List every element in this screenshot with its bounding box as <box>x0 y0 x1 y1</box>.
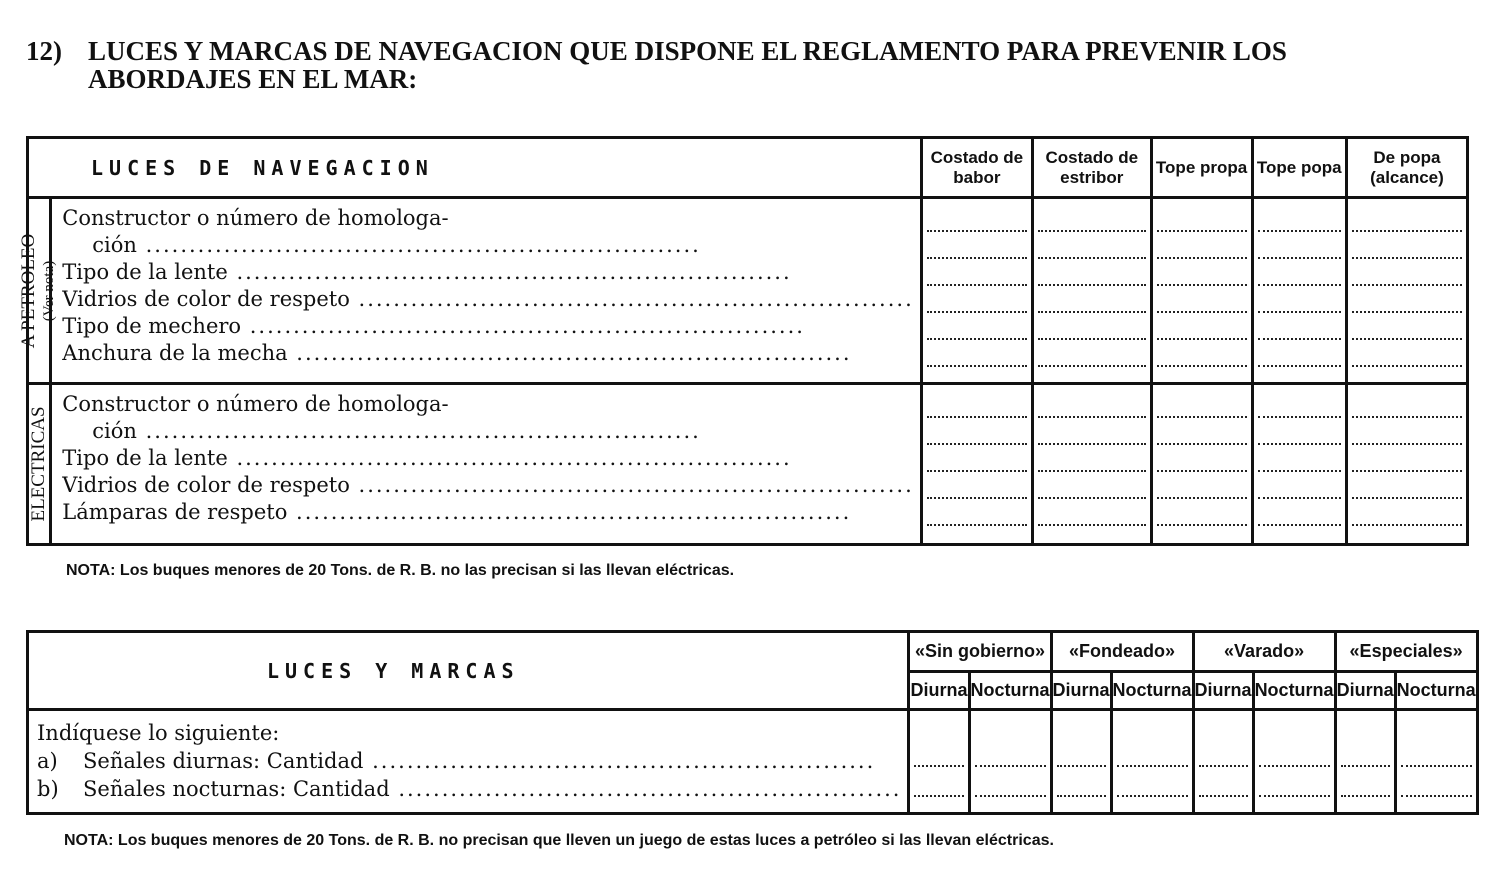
list-item: Vidrios de color de respeto ..... <box>62 472 913 499</box>
entry-field[interactable] <box>1051 710 1111 814</box>
section-number: 12) <box>26 36 62 66</box>
title-line-1: LUCES Y MARCAS DE NAVEGACION QUE DISPONE EL REGLAMENTO PARA PREVENIR LOS <box>88 36 1287 66</box>
entry-field[interactable] <box>969 710 1051 814</box>
group-header: «Fondeado» <box>1051 632 1193 672</box>
item-list <box>51 198 921 384</box>
column-header: Tope propa <box>1151 138 1252 198</box>
subcolumn-header: Nocturna <box>1111 672 1193 710</box>
subcolumn-header: Nocturna <box>1253 672 1335 710</box>
subcolumn-header: Nocturna <box>1395 672 1477 710</box>
column-header: De popa (alcance) <box>1346 138 1467 198</box>
group-label: A PETROLEO <box>18 233 40 348</box>
list-item: b) Señales nocturnas: Cantidad ..... <box>37 775 901 803</box>
group-sublabel: (Ver nota) <box>41 260 58 321</box>
group-header: «Especiales» <box>1335 632 1477 672</box>
entry-field[interactable] <box>1395 710 1477 814</box>
entry-field[interactable] <box>1252 198 1346 384</box>
entry-field[interactable] <box>1111 710 1193 814</box>
table-row <box>28 384 1468 545</box>
group-header: «Sin gobierno» <box>909 632 1051 672</box>
list-item: Constructor o número de homologa- <box>62 206 449 230</box>
list-item: a) Señales diurnas: Cantidad ..... <box>37 747 901 775</box>
group-side-label <box>18 198 58 384</box>
navigation-lights-table <box>18 136 1469 546</box>
entry-field[interactable] <box>909 710 969 814</box>
lights-and-marks-table <box>26 630 1479 815</box>
entry-field[interactable] <box>1346 384 1467 545</box>
group-label: ELECTRICAS <box>28 406 50 522</box>
column-header: Costado de estribor <box>1032 138 1151 198</box>
entry-field[interactable] <box>921 384 1032 545</box>
column-header: Tope popa <box>1252 138 1346 198</box>
table-header-title: LUCES DE NAVEGACION <box>28 138 922 198</box>
list-intro: Indíquese lo siguiente: <box>37 721 280 745</box>
entry-field[interactable] <box>1032 384 1151 545</box>
list-item: Tipo de la lente ..... <box>62 259 913 286</box>
table-header-row <box>28 138 1468 198</box>
table2-note: NOTA: Los buques menores de 20 Tons. de R. B. no precisan que lleven un juego de estas luces a petróleo si las llevan eléctricas. <box>64 832 1054 849</box>
subcolumn-header: Diurna <box>1193 672 1253 710</box>
table-header-row <box>28 632 1478 672</box>
list-item: Tipo de la lente ..... <box>62 445 913 472</box>
table-row <box>28 710 1478 814</box>
entry-field[interactable] <box>1335 710 1395 814</box>
title-line-2: ABORDAJES EN EL MAR: <box>88 64 418 94</box>
table-row <box>28 198 1468 384</box>
subcolumn-header: Diurna <box>909 672 969 710</box>
entry-field[interactable] <box>1151 384 1252 545</box>
column-header: Costado de babor <box>921 138 1032 198</box>
entry-field[interactable] <box>1032 198 1151 384</box>
entry-field[interactable] <box>1252 384 1346 545</box>
table-header-title: LUCES Y MARCAS <box>28 632 909 710</box>
table1-note: NOTA: Los buques menores de 20 Tons. de R. B. no las precisan si las llevan eléctricas. <box>66 562 735 579</box>
group-side-label <box>28 384 51 545</box>
list-item: Anchura de la mecha ..... <box>62 340 913 367</box>
subcolumn-header: Diurna <box>1051 672 1111 710</box>
list-item: Constructor o número de homologa- <box>62 392 449 416</box>
item-list <box>51 384 921 545</box>
group-header: «Varado» <box>1193 632 1335 672</box>
subcolumn-header: Diurna <box>1335 672 1395 710</box>
item-list <box>28 710 909 814</box>
list-item: Lámparas de respeto ..... <box>62 499 913 526</box>
entry-field[interactable] <box>1346 198 1467 384</box>
list-item: Vidrios de color de respeto ..... <box>62 286 913 313</box>
list-item: ción ..... <box>62 418 913 445</box>
list-item: ción ..... <box>62 232 913 259</box>
list-item: Tipo de mechero ..... <box>62 313 913 340</box>
entry-field[interactable] <box>1151 198 1252 384</box>
subcolumn-header: Nocturna <box>969 672 1051 710</box>
entry-field[interactable] <box>1193 710 1253 814</box>
entry-field[interactable] <box>921 198 1032 384</box>
entry-field[interactable] <box>1253 710 1335 814</box>
